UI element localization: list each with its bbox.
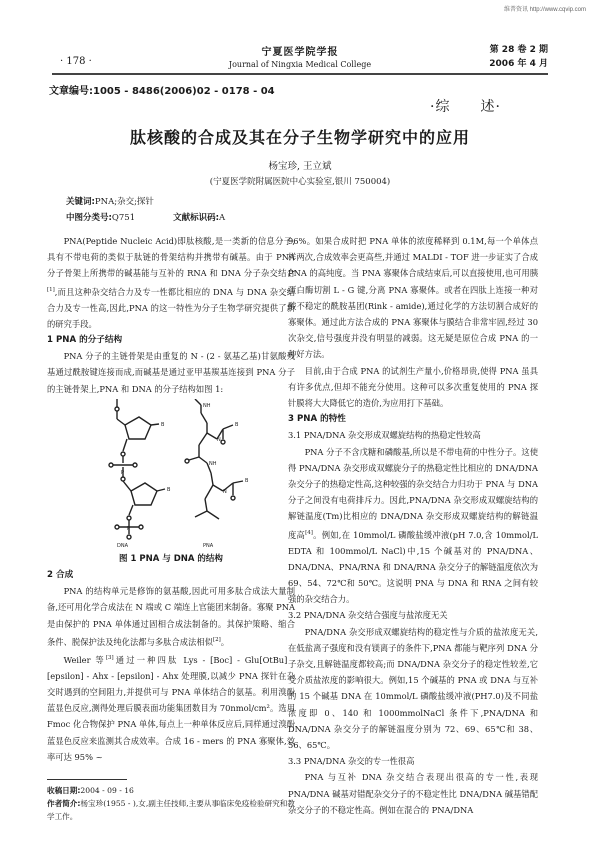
journal-name-cn: 宁夏医学院学报 (261, 47, 339, 58)
citation: [3] (105, 654, 114, 661)
clc-label: 中图分类号: (66, 213, 112, 223)
footnote-rule (47, 779, 127, 780)
volume: 第 28 卷 2 期 (489, 45, 548, 55)
affiliation: (宁夏医学院附属医院中心实验室,银川 750004) (209, 177, 391, 187)
section-3-2-heading: 3.2 PNA/DNA 杂交结合强度与盐浓度无关 (288, 610, 448, 621)
section-3-1-paragraph: PNA 分子不含戊糖和磷酸基,所以是不带电荷的中性分子。这使得 PNA/DNA 杂交形成双螺旋分子的热稳定性比相应的 DNA/DNA 杂交分子的热稳定性高,这种较强的杂交结合力归功于 PNA 与 DNA 分子之间没有电荷排斥力。因此,PNA/DNA 杂交形成双螺旋结构的解链温度(Tm)比相应的 DNA/DNA 杂交形成双螺旋结构的解链温度高[4]。例如,在 10mmol/L 磷酸盐缓冲液(pH 7.0,含 10mmol/L EDTA 和 100mmol/L NaCl)中,15 个碱基对的 PNA/DNA、DNA/DNA、PNA/RNA 和 DNA/RNA 杂交分子的解链温度依次为 69、54、72℃和 50℃。这说明 PNA 与 DNA 和 RNA 之间有较强的杂交结合力。 (288, 446, 538, 605)
volume-issue (489, 43, 548, 71)
pna-label: PNA (203, 542, 214, 549)
right-column (288, 233, 538, 818)
classification-line (66, 210, 225, 226)
authors: 杨宝珍, 王立斌 (268, 161, 332, 172)
citation: [4] (305, 529, 313, 536)
doc-code-value: A (219, 213, 226, 223)
watermark: 维普资讯 http://www.cqvip.com (503, 7, 586, 13)
citation: [2] (212, 636, 221, 643)
svg-text:B: B (161, 421, 165, 428)
section-tag-part-1: ·综 (430, 99, 451, 115)
intro-paragraph: PNA(Peptide Nucleic Acid)即肽核酸,是一类新的信息分子,具有不带电荷的类似于肽链的骨架结构并携带有碱基。由于 PNA 分子骨架上所携带的碱基能与互补的 RNA 和 DNA 分子杂交结合[1],而且这种杂交结合力及专一性都比相应的 DNA 与 DNA 杂交结合力及专一性高,因此,PNA 的这一特性为分子生物学研究提供了新的研究手段。 (47, 236, 295, 329)
received-date-line (47, 784, 295, 797)
svg-text:B: B (235, 421, 239, 428)
svg-text:NH: NH (209, 460, 217, 467)
section-3-1-heading: 3.1 PNA/DNA 杂交形成双螺旋结构的热稳定性较高 (288, 430, 481, 441)
section-2-paragraph-2: Weiler 等[3]通过一种四肽 Lys - [Boc] - Glu[OtBu] - [epsilon] - Ahx - [epsilon] - Ahx 处理膜,以减少 PNA 探针在杂交时遇到的空间阻力,并提供可与 PNA 单体结合的氨基。利用溴酚蓝显色反应,测得处理后膜表面功能集团数目为 70nmol/cm²。选用 Fmoc 化合物保护 PNA 单体,每点上一种单体反应后,同样通过溴酚蓝显色反应来监测其合成效率。合成 16 - mers 的 PNA 寡聚体,效率可达 95% ~ (47, 654, 295, 762)
svg-text:B: B (167, 486, 171, 493)
left-column (47, 233, 295, 823)
bio-label: 作者简介: (47, 798, 81, 808)
article-title: 肽核酸的合成及其在分子生物学研究中的应用 (129, 128, 470, 147)
dna-label: DNA (117, 542, 129, 549)
article-meta (66, 194, 225, 226)
keywords-line (66, 194, 225, 210)
section-3-3-paragraph: PNA 与互补 DNA 杂交结合表现出很高的专一性,表现 PNA/DNA 碱基对错配杂交分子的不稳定性比 DNA/DNA 碱基错配杂交分子的不稳定性高。例如在混合的 PNA/DNA (288, 772, 538, 815)
section-tag (430, 96, 531, 116)
section-2-paragraph-1: PNA 的结构单元是修饰的氨基酸,因此可用多肽合成法大量制备,还可用化学合成法在 N 端或 C 端连上官能团来制备。寡聚 PNA 是由保护的 PNA 单体通过固相合成法制备的。其保护策略、缩合条件、脱保护法及纯化法都与多肽合成法相似[2]。 (47, 586, 295, 647)
journal-name (52, 43, 548, 69)
figure-caption: 图 1 PNA 与 DNA 的结构 (119, 553, 223, 564)
paragraph-cost: 目前,由于合成 PNA 的试剂生产量小,价格昂贵,使得 PNA 虽具有许多优点,但却不能充分使用。这种可以多次重复使用的 PNA 探针膜将大大降低它的造价,为应用打下基础。 (288, 365, 538, 409)
section-3-3-heading: 3.3 PNA/DNA 杂交的专一性很高 (288, 756, 415, 767)
received-label: 收稿日期: (47, 785, 81, 795)
svg-text:N: N (223, 488, 227, 495)
svg-text:NH: NH (203, 402, 211, 409)
section-tag-part-2: 述· (480, 99, 501, 115)
doc-code-label: 文献标识码: (173, 213, 220, 223)
header-rule (52, 73, 548, 75)
clc-value: Q751 (111, 213, 136, 223)
svg-text:P: P (127, 525, 131, 532)
received-date: 2004 - 09 - 16 (80, 785, 134, 795)
section-3-2-paragraph: PNA/DNA 杂交形成双螺旋结构的稳定性与介质的盐浓度无关,在低盐离子强度和没有镁离子的条件下,PNA 都能与靶序列 DNA 分子杂交,且解链温度都较高;而 DNA/DNA 杂交分子的稳定性较差,它受介质盐浓度的影响很大。例如,15 个碱基的 PNA 或 DNA 与互补的 15 个碱基 DNA 在 10mmol/L 磷酸盐缓冲液(PH7.0)及不同盐浓度即 0、140 和 1000mmolNaCl 条件下,PNA/DNA 和 DNA/DNA 杂交分子的解链温度分别为 72、69、65℃和 38、56、65℃。 (288, 626, 538, 751)
figure-1 (47, 399, 295, 549)
pna-dna-structure-diagram (47, 399, 295, 549)
article-number: 文章编号:1005 - 8486(2006)02 - 0178 - 04 (49, 86, 275, 97)
journal-name-en: Journal of Ningxia Medical College (228, 60, 372, 69)
issue-date: 2006 年 4 月 (489, 59, 548, 69)
keywords-label: 关键词: (66, 197, 95, 207)
svg-text:N: N (217, 436, 221, 443)
running-header (52, 40, 548, 72)
section-1-paragraph: PNA 分子的主链骨架是由重复的 N - (2 - 氨基乙基)甘氨酸残基通过酰胺键连接而成,而碱基是通过亚甲基羰基连接到 PNA 分子的主链骨架上,PNA 和 DNA 的分子结构如图 1: (47, 351, 295, 394)
svg-text:P: P (121, 469, 125, 476)
section-1-heading: 1 PNA 的分子结构 (47, 334, 123, 345)
author-bio: 杨宝珍(1955 - ),女,副主任技师,主要从事临床免疫检验研究和教学工作。 (47, 798, 295, 821)
keywords: PNA;杂交;探针 (94, 197, 154, 207)
author-bio-line (47, 797, 295, 823)
svg-text:B: B (245, 477, 249, 484)
section-2-heading: 2 合成 (47, 570, 74, 580)
continued-paragraph: 96%。如果合成时把 PNA 单体的浓度稀释到 0.1M,每一个单体点样两次,合成效率会更高些,并通过 MALDI - TOF 进一步证实了合成 PNA 的高纯度。当 PNA 寡聚体合成结束后,可以直接使用,也可用胰蛋白酶切割 L - G 键,分离 PNA 寡聚体。或者在四肽上连接一种对酸不稳定的酰胺基团(Rink - amide),通过化学的方法切割合成好的寡聚体。通过此方法合成的 PNA 寡聚体与膜结合非常牢固,经过 30 次杂交,信号强度并没有明显的减弱。这无疑是原位合成 PNA 的一种好方法。 (288, 236, 538, 360)
page-number: · 178 · (60, 56, 92, 67)
section-3-heading: 3 PNA 的特性 (288, 414, 346, 425)
footnote (47, 784, 295, 823)
citation: [1] (47, 286, 55, 293)
